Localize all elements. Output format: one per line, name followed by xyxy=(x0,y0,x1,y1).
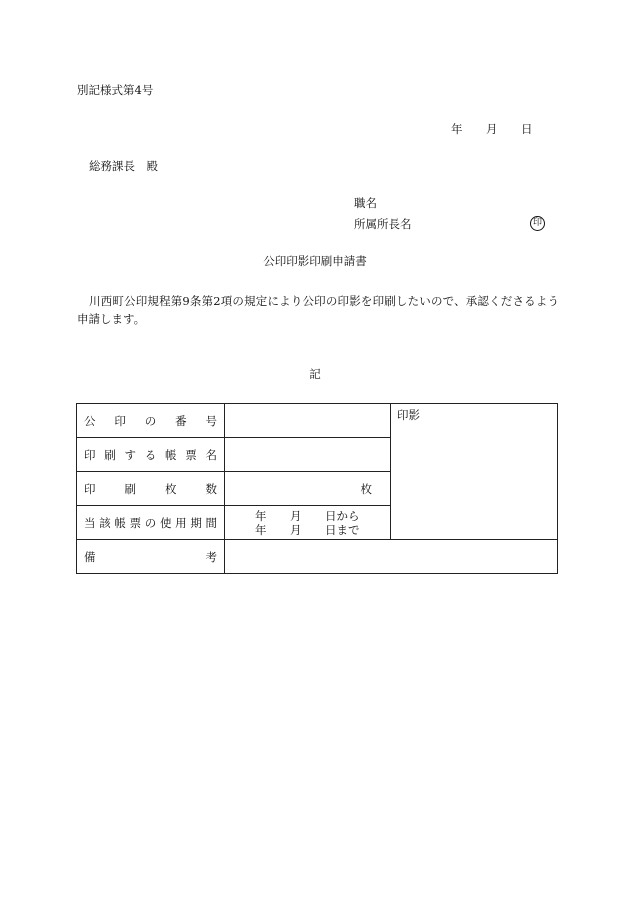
label-char: の xyxy=(144,413,157,428)
body-text: 川西町公印規程第9条第2項の規定により公印の印影を印刷したいので、承認くださるよう申請します。 xyxy=(77,294,559,326)
addressee: 総務課長 殿 xyxy=(89,159,158,173)
label-char: 印 xyxy=(114,413,126,428)
label-char: 号 xyxy=(205,413,217,428)
label-char: 数 xyxy=(205,481,217,496)
label-char: 備 xyxy=(84,549,96,564)
label-char: 用 xyxy=(175,515,187,530)
seal-impression-cell xyxy=(391,404,558,540)
label-char: 該 xyxy=(99,515,111,530)
label-char: す xyxy=(124,447,136,462)
label-usage-period xyxy=(77,506,225,540)
date-month: 月 xyxy=(486,122,498,136)
label-remarks xyxy=(77,540,225,574)
value-seal-number[interactable] xyxy=(225,404,391,438)
label-print-count xyxy=(77,472,225,506)
impression-label: 印影 xyxy=(397,408,420,422)
document-title: 公印印影印刷申請書 xyxy=(263,254,367,268)
period-month: 月 xyxy=(290,522,302,537)
label-char: 名 xyxy=(205,447,217,462)
label-char: 公 xyxy=(84,413,96,428)
form-number: 別記様式第4号 xyxy=(77,83,154,97)
period-year: 年 xyxy=(255,508,267,523)
period-to xyxy=(225,523,390,537)
count-unit: 枚 xyxy=(360,481,372,496)
period-year: 年 xyxy=(255,522,267,537)
period-month: 月 xyxy=(290,508,302,523)
value-form-name[interactable] xyxy=(225,438,391,472)
date-day: 日 xyxy=(521,122,533,136)
label-char: 印 xyxy=(84,481,96,496)
label-seal-number xyxy=(77,404,225,438)
department-head-label: 所属所長名 xyxy=(354,217,412,231)
label-form-name xyxy=(77,438,225,472)
label-char: 期 xyxy=(190,515,202,530)
date-line xyxy=(451,124,533,136)
period-from xyxy=(225,509,390,523)
value-remarks[interactable] xyxy=(225,540,558,574)
seal-mark: 印 xyxy=(530,216,545,231)
table-row xyxy=(77,404,558,438)
application-table xyxy=(76,403,558,574)
label-char: 番 xyxy=(175,413,187,428)
label-char: 刷 xyxy=(104,447,116,462)
label-char: 帳 xyxy=(114,515,126,530)
label-char: 票 xyxy=(129,515,142,530)
label-char: る xyxy=(144,447,157,462)
label-char: 刷 xyxy=(124,481,136,496)
ki-heading: 記 xyxy=(309,367,321,381)
value-print-count[interactable] xyxy=(225,472,391,506)
label-char: 枚 xyxy=(165,481,177,496)
label-char: 考 xyxy=(205,549,217,564)
period-day: 日から xyxy=(325,508,360,523)
table-row xyxy=(77,540,558,574)
label-char: 票 xyxy=(185,447,197,462)
label-char: 当 xyxy=(84,515,96,530)
label-char: の xyxy=(144,515,157,530)
label-char: 使 xyxy=(159,515,172,530)
position-label: 職名 xyxy=(354,196,377,210)
label-char: 間 xyxy=(205,515,217,530)
label-char: 印 xyxy=(84,447,96,462)
value-usage-period[interactable] xyxy=(225,506,391,540)
label-char: 帳 xyxy=(165,447,177,462)
period-day: 日まで xyxy=(325,522,360,537)
date-year: 年 xyxy=(451,122,463,136)
